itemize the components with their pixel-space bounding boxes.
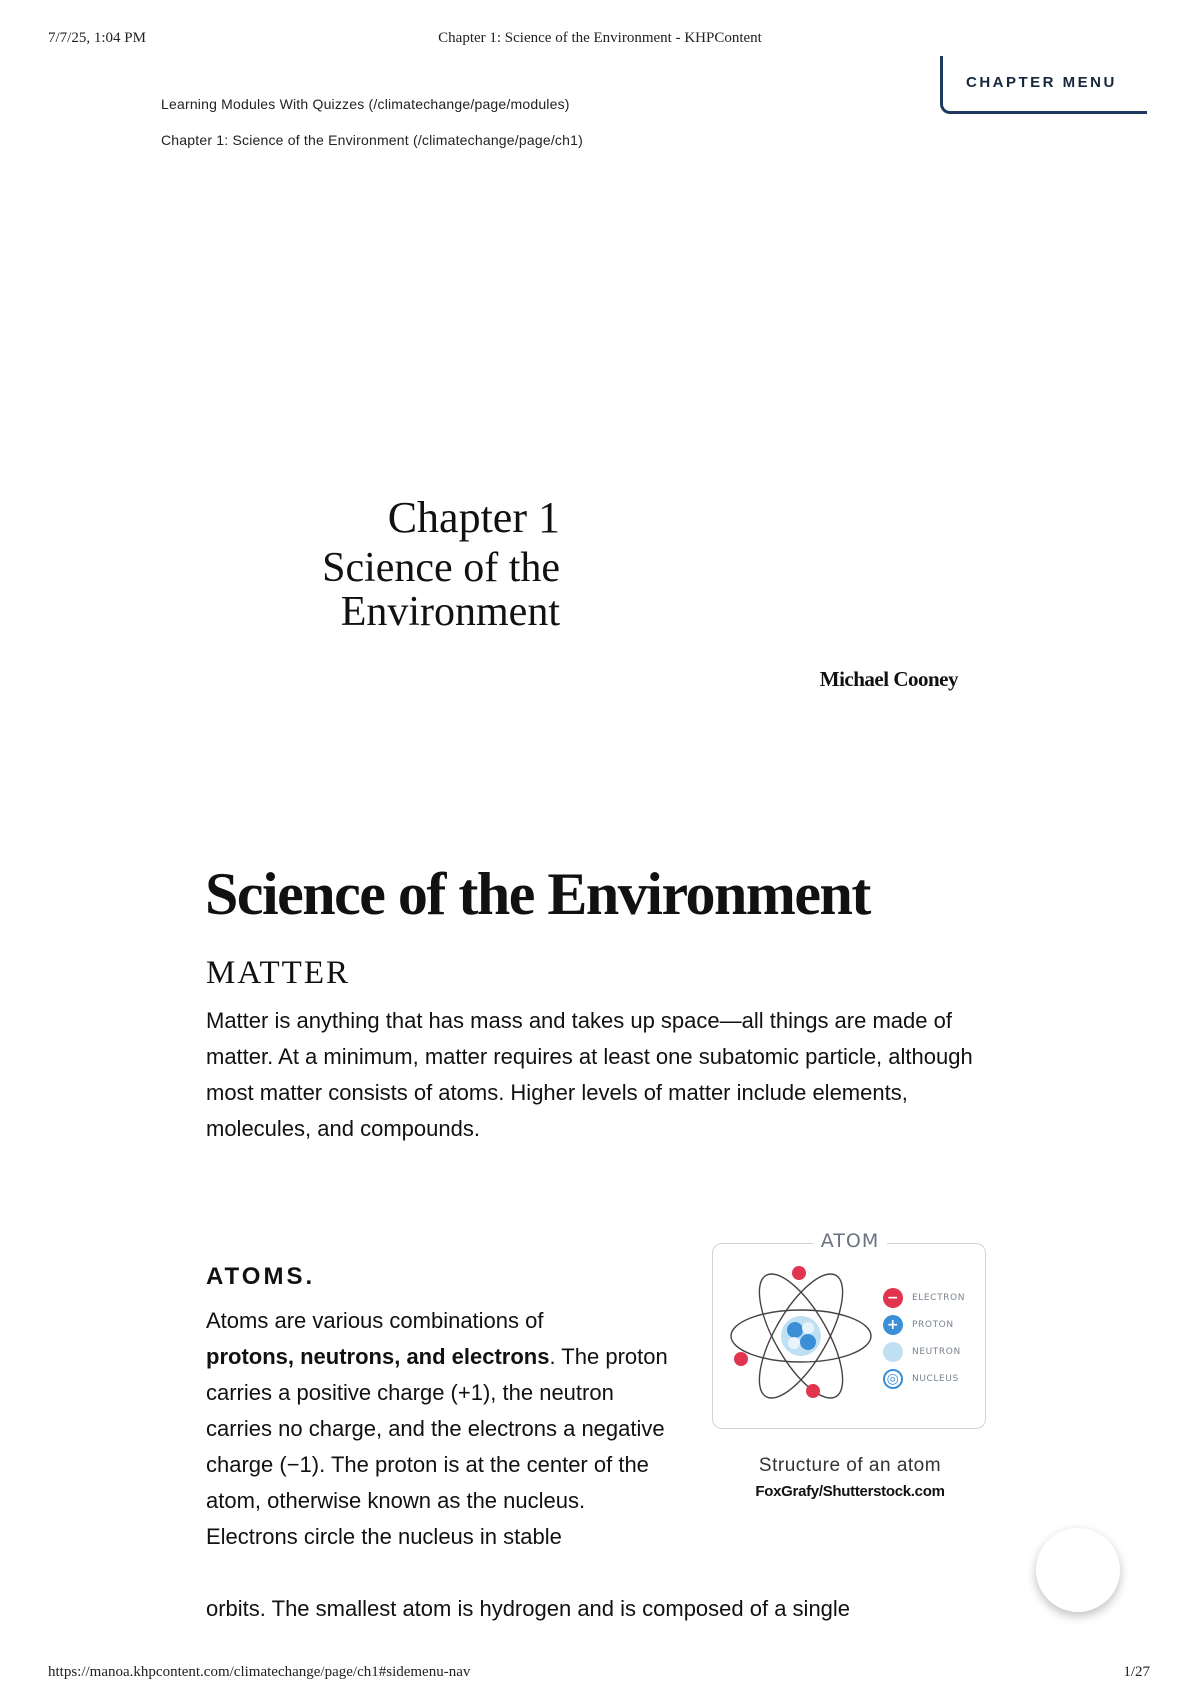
chapter-title-line2: Environment [340,589,560,635]
atoms-heading: ATOMS. [206,1263,316,1290]
atom-diagram-title: ATOM [813,1230,887,1252]
print-page-title: Chapter 1: Science of the Environment - KHPContent [438,30,762,46]
figure-caption: Structure of an atom [758,1455,942,1476]
atoms-rest: . The proton carries a positive charge (+1), the neutron carries no charge, and the electrons a negative charge (−1). The proton is at the center of the atom, otherwise known as the nucleus. Electrons circle the nucleus in stable [206,1344,668,1549]
neutron-icon [802,1322,814,1334]
proton-legend-icon: + [883,1315,903,1335]
matter-heading: MATTER [206,955,350,991]
nucleus-legend-icon: ◎ [883,1369,903,1389]
electron-icon [806,1384,820,1398]
breadcrumb-link-chapter-1[interactable]: Chapter 1: Science of the Environment (/climatechange/page/ch1) [161,132,583,148]
chapter-title-line1: Science of the [322,545,560,591]
proton-icon [787,1322,803,1338]
atom-illustration [713,1244,883,1424]
print-footer [0,1664,1200,1686]
atom-figure [712,1232,988,1500]
neutron-icon [788,1337,800,1349]
print-header [0,30,1200,52]
legend-item-nucleus: ◎ NUCLEUS [883,1365,965,1392]
atoms-intro: Atoms are various combinations of [206,1308,544,1333]
print-datetime: 7/7/25, 1:04 PM [48,30,146,46]
electron-legend-icon: − [883,1288,903,1308]
atom-legend [883,1284,965,1392]
chapter-title-block [250,490,560,634]
atom-diagram [712,1230,986,1429]
atoms-bold-terms: protons, neutrons, and electrons [206,1344,550,1369]
electron-icon [734,1352,748,1366]
chapter-menu-button[interactable]: CHAPTER MENU [940,56,1147,114]
atoms-paragraph [206,1303,676,1555]
electron-icon [792,1266,806,1280]
legend-item-proton: + PROTON [883,1311,965,1338]
atoms-paragraph-continued: orbits. The smallest atom is hydrogen and is composed of a single [206,1596,851,1621]
print-page-number: 1/27 [1123,1664,1150,1680]
breadcrumb-link-modules[interactable]: Learning Modules With Quizzes (/climatechange/page/modules) [161,96,570,112]
page-title: Science of the Environment [205,861,870,927]
nucleus-icon [781,1316,821,1356]
print-url: https://manoa.khpcontent.com/climatechange/page/ch1#sidemenu-nav [48,1664,471,1680]
legend-item-electron: − ELECTRON [883,1284,965,1311]
floating-action-button[interactable] [1036,1528,1120,1612]
proton-icon [800,1334,816,1350]
chapter-number: Chapter 1 [387,493,560,542]
legend-item-neutron: NEUTRON [883,1338,965,1365]
matter-paragraph: Matter is anything that has mass and takes up space—all things are made of matter. At a minimum, matter requires at least one subatomic particle, although most matter consists of atoms. Higher levels of matter include elements, molecules, and compounds. [206,1008,973,1141]
neutron-legend-icon [883,1342,903,1362]
chapter-author: Michael Cooney [819,667,958,691]
breadcrumb [161,94,583,166]
figure-credit: FoxGrafy/Shutterstock.com [755,1483,945,1500]
